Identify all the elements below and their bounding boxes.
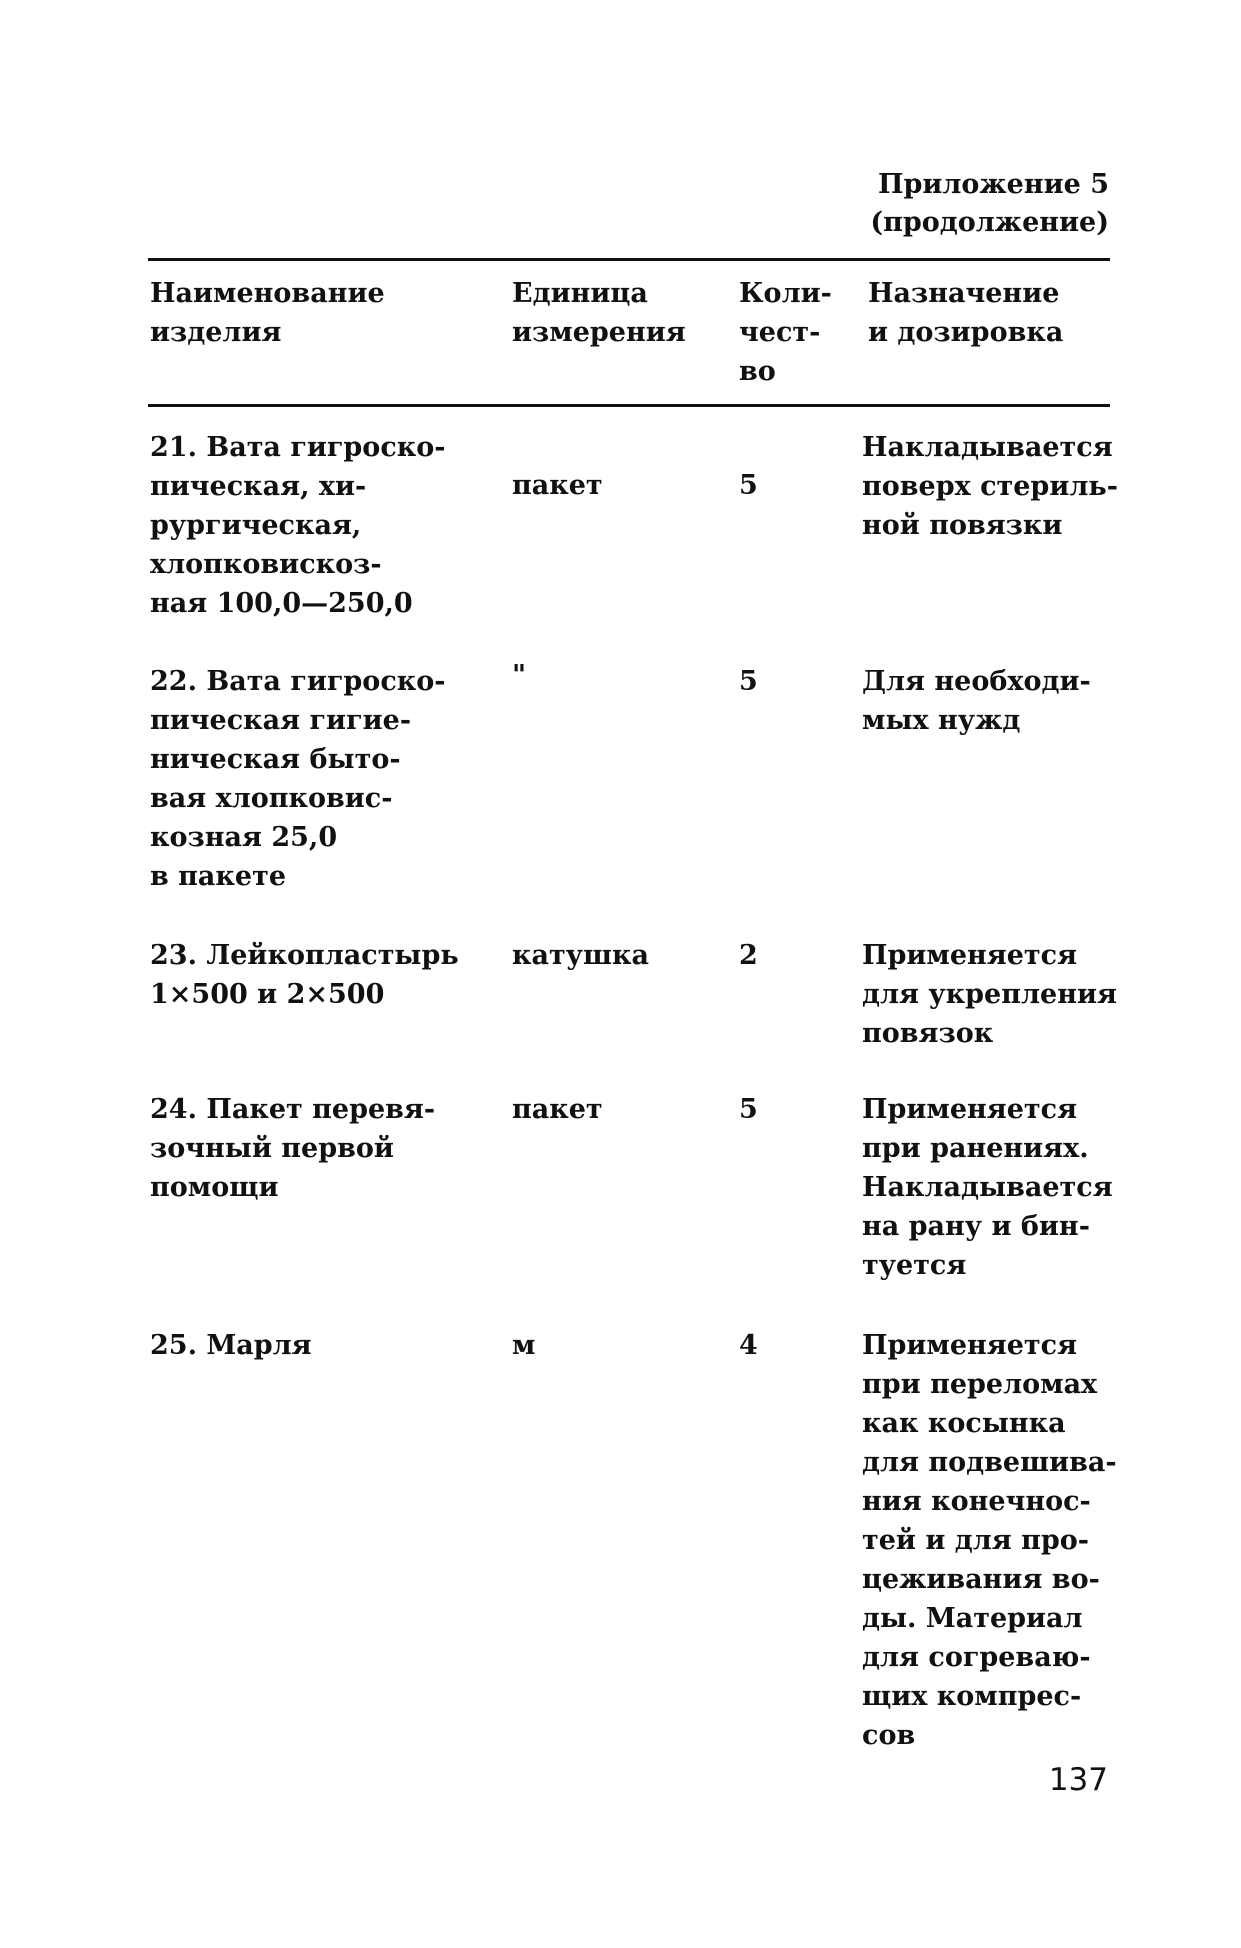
appendix-note: (продолжение): [870, 207, 1109, 238]
row-23-unit: катушка: [512, 940, 650, 971]
row-24-quantity: 5: [739, 1094, 758, 1125]
row-21-unit: пакет: [512, 470, 603, 501]
appendix-label: Приложение 5: [877, 169, 1109, 200]
row-23-purpose: Применяется для укрепления повязок: [862, 940, 1117, 1049]
row-22-quantity: 5: [739, 666, 758, 697]
row-25-name: 25. Марля: [150, 1330, 312, 1361]
row-25-unit: м: [512, 1330, 536, 1361]
appendix-heading: [870, 166, 1109, 242]
row-24-name: 24. Пакет перевя- зочный первой помощи: [150, 1094, 436, 1203]
column-header-purpose: Назначение и дозировка: [868, 278, 1064, 348]
row-21-quantity: 5: [739, 470, 758, 501]
row-21-purpose: Накладывается поверх стериль- ной повязки: [862, 432, 1118, 541]
row-25-quantity: 4: [739, 1330, 758, 1361]
row-23-name: 23. Лейкопластырь 1×500 и 2×500: [150, 940, 459, 1010]
row-25-purpose: Применяется при переломах как косынка для подвешива- ния конечнос- тей и для про- цеживания во- ды. Материал для согреваю- щих компрес- сов: [862, 1330, 1117, 1751]
table-header-rule: [148, 404, 1110, 407]
column-header-name: Наименование изделия: [150, 278, 385, 348]
row-22-purpose: Для необходи- мых нужд: [862, 666, 1091, 736]
row-21-name: 21. Вата гигроско- пическая, хи- рургическая, хлопковискоз- ная 100,0—250,0: [150, 432, 446, 619]
table-top-rule: [148, 258, 1110, 261]
row-24-purpose: Применяется при ранениях. Накладывается на рану и бин- туется: [862, 1094, 1113, 1281]
row-23-quantity: 2: [739, 940, 758, 971]
page-number: 137: [1048, 1762, 1108, 1798]
row-22-name: 22. Вата гигроско- пическая гигие- ническая быто- вая хлопковис- козная 25,0 в пакете: [150, 666, 446, 892]
row-22-unit: ": [512, 660, 527, 691]
column-header-unit: Единица измерения: [512, 278, 686, 348]
column-header-quantity: Коли- чест- во: [739, 278, 832, 387]
row-24-unit: пакет: [512, 1094, 603, 1125]
